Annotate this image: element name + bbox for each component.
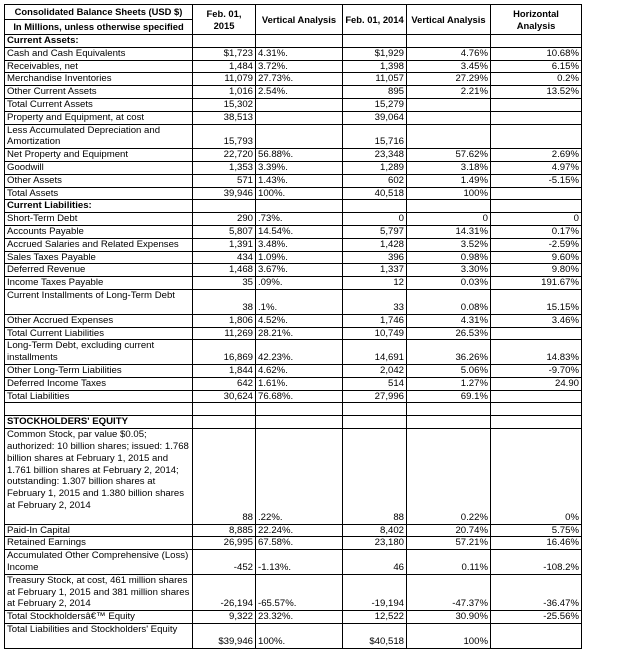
table-row [5,340,582,365]
horizontal-cell: -9.70% [491,364,582,377]
row-label [5,403,193,416]
value-2015-cell: 571 [193,174,256,187]
value-2014-cell: 1,398 [343,60,407,73]
row-label: Common Stock, par value $0.05; authorized: 10 billion shares; issued: 1.768 billion shares at February 1, 2015 and 1.761 billion shares at February 2, 2014; outstanding: 1.307 billion shares at February 1, 2015 and 1.380 billion shares at February 2, 2014 [5,429,193,525]
value-2014-cell: $40,518 [343,624,407,649]
value-2014-cell: 10,749 [343,327,407,340]
horizontal-cell: 4.97% [491,161,582,174]
row-label: Accounts Payable [5,225,193,238]
value-2015-cell: 22,720 [193,149,256,162]
value-2015-cell: 30,624 [193,390,256,403]
vertical-2014-cell: 36.26% [407,340,491,365]
value-2014-cell: 15,279 [343,98,407,111]
table-row [5,124,582,149]
value-2014-cell: 1,428 [343,238,407,251]
row-label: Current Liabilities: [5,200,193,213]
horizontal-cell [491,111,582,124]
row-label: Other Assets [5,174,193,187]
horizontal-cell: 13.52% [491,86,582,99]
vertical-2014-cell: 69.1% [407,390,491,403]
value-2015-cell: 35 [193,277,256,290]
vertical-2015-cell [256,403,343,416]
vertical-2014-cell: 26.53% [407,327,491,340]
table-row [5,550,582,575]
horizontal-cell [491,98,582,111]
value-2014-cell: 15,716 [343,124,407,149]
value-2014-cell [343,35,407,48]
table-row [5,264,582,277]
value-2015-cell: 434 [193,251,256,264]
vertical-2014-cell: 3.18% [407,161,491,174]
horizontal-cell [491,416,582,429]
horizontal-cell: 15.15% [491,289,582,314]
vertical-2015-cell: 1.43%. [256,174,343,187]
value-2014-cell [343,200,407,213]
row-label: Total Current Assets [5,98,193,111]
value-2014-cell: 1,337 [343,264,407,277]
header-horizontal-analysis: Horizontal Analysis [491,5,582,35]
header-subtitle: In Millions, unless otherwise specified [5,20,193,35]
horizontal-cell: 0.17% [491,225,582,238]
vertical-2015-cell: 1.61%. [256,377,343,390]
vertical-2014-cell: 0.98% [407,251,491,264]
row-label: Goodwill [5,161,193,174]
table-row [5,524,582,537]
value-2015-cell: -26,194 [193,574,256,610]
vertical-2015-cell: 27.73%. [256,73,343,86]
row-label: Receivables, net [5,60,193,73]
vertical-2015-cell: 3.67%. [256,264,343,277]
value-2014-cell: 27,996 [343,390,407,403]
horizontal-cell: 9.60% [491,251,582,264]
value-2015-cell: 11,079 [193,73,256,86]
row-label: Deferred Revenue [5,264,193,277]
table-row [5,200,582,213]
value-2015-cell: 1,353 [193,161,256,174]
vertical-2014-cell [407,200,491,213]
vertical-2015-cell: 67.58%. [256,537,343,550]
vertical-2015-cell: 56.88%. [256,149,343,162]
value-2014-cell: 12,522 [343,611,407,624]
header-feb-2015: Feb. 01, 2015 [193,5,256,35]
vertical-2014-cell: 4.76% [407,47,491,60]
table-row [5,537,582,550]
horizontal-cell [491,200,582,213]
value-2015-cell: -452 [193,550,256,575]
table-row [5,60,582,73]
balance-sheet-table [4,4,582,649]
vertical-2015-cell: 14.54%. [256,225,343,238]
vertical-2014-cell [407,416,491,429]
row-label: Accrued Salaries and Related Expenses [5,238,193,251]
vertical-2015-cell: 22.24%. [256,524,343,537]
vertical-2014-cell: 2.21% [407,86,491,99]
value-2015-cell: 1,016 [193,86,256,99]
horizontal-cell: -5.15% [491,174,582,187]
value-2015-cell: $39,946 [193,624,256,649]
row-label: STOCKHOLDERS' EQUITY [5,416,193,429]
horizontal-cell: 24.90 [491,377,582,390]
value-2014-cell: 602 [343,174,407,187]
header-title: Consolidated Balance Sheets (USD $) [5,5,193,20]
value-2015-cell: 26,995 [193,537,256,550]
table-body [5,35,582,649]
vertical-2015-cell: 3.39%. [256,161,343,174]
value-2015-cell [193,200,256,213]
vertical-2014-cell [407,111,491,124]
table-row [5,161,582,174]
vertical-2014-cell: 3.30% [407,264,491,277]
horizontal-cell: 6.15% [491,60,582,73]
value-2015-cell: 8,885 [193,524,256,537]
value-2015-cell: 290 [193,213,256,226]
table-row [5,624,582,649]
row-label: Total Stockholdersâ€™ Equity [5,611,193,624]
row-label: Current Assets: [5,35,193,48]
row-label: Net Property and Equipment [5,149,193,162]
row-label: Retained Earnings [5,537,193,550]
row-label: Less Accumulated Depreciation and Amortization [5,124,193,149]
row-label: Deferred Income Taxes [5,377,193,390]
row-label: Total Current Liabilities [5,327,193,340]
table-row [5,289,582,314]
value-2014-cell: 1,746 [343,314,407,327]
value-2015-cell: 88 [193,429,256,525]
table-row [5,111,582,124]
horizontal-cell [491,403,582,416]
vertical-2014-cell: 4.31% [407,314,491,327]
horizontal-cell: 191.67% [491,277,582,290]
value-2014-cell: 2,042 [343,364,407,377]
row-label: Total Liabilities [5,390,193,403]
value-2015-cell: 39,946 [193,187,256,200]
table-row [5,314,582,327]
value-2014-cell: 12 [343,277,407,290]
horizontal-cell: 5.75% [491,524,582,537]
value-2015-cell: 1,391 [193,238,256,251]
vertical-2015-cell: 4.62%. [256,364,343,377]
table-row [5,390,582,403]
vertical-2014-cell: 0 [407,213,491,226]
table-row [5,47,582,60]
table-row [5,611,582,624]
vertical-2015-cell: .22%. [256,429,343,525]
value-2014-cell [343,416,407,429]
vertical-2014-cell: 57.62% [407,149,491,162]
vertical-2015-cell: .73%. [256,213,343,226]
vertical-2014-cell: 30.90% [407,611,491,624]
table-row [5,429,582,525]
value-2014-cell: $1,929 [343,47,407,60]
vertical-2014-cell: 3.52% [407,238,491,251]
header-feb-2014: Feb. 01, 2014 [343,5,407,35]
horizontal-cell: -108.2% [491,550,582,575]
horizontal-cell: 3.46% [491,314,582,327]
vertical-2015-cell: 100%. [256,187,343,200]
vertical-2015-cell: .09%. [256,277,343,290]
row-label: Accumulated Other Comprehensive (Loss) Income [5,550,193,575]
vertical-2015-cell [256,200,343,213]
value-2015-cell: 5,807 [193,225,256,238]
vertical-2014-cell: 20.74% [407,524,491,537]
horizontal-cell: -36.47% [491,574,582,610]
row-label: Treasury Stock, at cost, 461 million shares at February 1, 2015 and 381 million shares at February 2, 2014 [5,574,193,610]
value-2015-cell: 15,302 [193,98,256,111]
value-2015-cell: 9,322 [193,611,256,624]
table-row [5,174,582,187]
table-row [5,225,582,238]
value-2015-cell: 1,806 [193,314,256,327]
vertical-2015-cell: -1.13%. [256,550,343,575]
value-2014-cell: 39,064 [343,111,407,124]
vertical-2015-cell: 4.52%. [256,314,343,327]
horizontal-cell: 0.2% [491,73,582,86]
value-2014-cell: 14,691 [343,340,407,365]
vertical-2015-cell [256,124,343,149]
vertical-2014-cell [407,98,491,111]
table-row [5,73,582,86]
table-row [5,187,582,200]
vertical-2015-cell: 76.68%. [256,390,343,403]
vertical-2014-cell: 0.11% [407,550,491,575]
vertical-2015-cell: 3.48%. [256,238,343,251]
value-2015-cell: 1,484 [193,60,256,73]
value-2015-cell [193,403,256,416]
vertical-2014-cell: 5.06% [407,364,491,377]
table-row [5,416,582,429]
value-2015-cell: 1,468 [193,264,256,277]
value-2014-cell: 40,518 [343,187,407,200]
horizontal-cell: 0% [491,429,582,525]
value-2014-cell: 11,057 [343,73,407,86]
table-row [5,574,582,610]
value-2015-cell: 16,869 [193,340,256,365]
vertical-2014-cell: 100% [407,187,491,200]
vertical-2015-cell: 42.23%. [256,340,343,365]
table-row [5,251,582,264]
value-2014-cell: -19,194 [343,574,407,610]
value-2015-cell: 38,513 [193,111,256,124]
vertical-2014-cell: -47.37% [407,574,491,610]
vertical-2015-cell: 3.72%. [256,60,343,73]
vertical-2015-cell: 23.32%. [256,611,343,624]
value-2015-cell: 1,844 [193,364,256,377]
value-2015-cell: $1,723 [193,47,256,60]
row-label: Current Installments of Long-Term Debt [5,289,193,314]
table-row [5,364,582,377]
row-label: Paid-In Capital [5,524,193,537]
vertical-2015-cell: 2.54%. [256,86,343,99]
value-2015-cell [193,416,256,429]
vertical-2014-cell [407,35,491,48]
value-2014-cell: 23,348 [343,149,407,162]
horizontal-cell [491,124,582,149]
table-row [5,327,582,340]
vertical-2014-cell: 0.08% [407,289,491,314]
horizontal-cell: 9.80% [491,264,582,277]
value-2015-cell: 642 [193,377,256,390]
table-row [5,35,582,48]
vertical-2015-cell: 1.09%. [256,251,343,264]
value-2014-cell: 396 [343,251,407,264]
vertical-2015-cell [256,111,343,124]
vertical-2015-cell [256,98,343,111]
vertical-2014-cell: 14.31% [407,225,491,238]
value-2015-cell [193,35,256,48]
horizontal-cell [491,390,582,403]
horizontal-cell: -25.56% [491,611,582,624]
value-2014-cell: 1,289 [343,161,407,174]
vertical-2014-cell: 57.21% [407,537,491,550]
vertical-2014-cell: 3.45% [407,60,491,73]
header-vertical-analysis-2014: Vertical Analysis [407,5,491,35]
vertical-2015-cell: 28.21%. [256,327,343,340]
horizontal-cell: 2.69% [491,149,582,162]
value-2014-cell: 514 [343,377,407,390]
row-label: Other Long-Term Liabilities [5,364,193,377]
table-row [5,377,582,390]
horizontal-cell: -2.59% [491,238,582,251]
vertical-2015-cell: 100%. [256,624,343,649]
row-label: Income Taxes Payable [5,277,193,290]
horizontal-cell [491,35,582,48]
row-label: Other Accrued Expenses [5,314,193,327]
value-2014-cell: 33 [343,289,407,314]
table-row [5,277,582,290]
value-2015-cell: 15,793 [193,124,256,149]
table-row [5,86,582,99]
row-label: Cash and Cash Equivalents [5,47,193,60]
vertical-2015-cell [256,35,343,48]
vertical-2015-cell: -65.57%. [256,574,343,610]
table-row [5,149,582,162]
row-label: Long-Term Debt, excluding current installments [5,340,193,365]
row-label: Short-Term Debt [5,213,193,226]
vertical-2014-cell: 0.22% [407,429,491,525]
horizontal-cell: 14.83% [491,340,582,365]
table-row [5,238,582,251]
value-2015-cell: 11,269 [193,327,256,340]
horizontal-cell [491,624,582,649]
row-label: Property and Equipment, at cost [5,111,193,124]
vertical-2014-cell: 100% [407,624,491,649]
table-row [5,98,582,111]
value-2014-cell: 5,797 [343,225,407,238]
vertical-2015-cell: .1%. [256,289,343,314]
vertical-2015-cell: 4.31%. [256,47,343,60]
value-2014-cell: 895 [343,86,407,99]
value-2014-cell: 88 [343,429,407,525]
header-vertical-analysis-2015: Vertical Analysis [256,5,343,35]
horizontal-cell: 16.46% [491,537,582,550]
row-label: Merchandise Inventories [5,73,193,86]
value-2014-cell: 0 [343,213,407,226]
row-label: Total Assets [5,187,193,200]
vertical-2014-cell: 1.27% [407,377,491,390]
row-label: Total Liabilities and Stockholders' Equity [5,624,193,649]
value-2014-cell: 46 [343,550,407,575]
vertical-2014-cell: 0.03% [407,277,491,290]
horizontal-cell: 0 [491,213,582,226]
vertical-2015-cell [256,416,343,429]
horizontal-cell: 10.68% [491,47,582,60]
vertical-2014-cell: 1.49% [407,174,491,187]
horizontal-cell [491,327,582,340]
value-2015-cell: 38 [193,289,256,314]
table-row [5,403,582,416]
vertical-2014-cell [407,124,491,149]
value-2014-cell [343,403,407,416]
vertical-2014-cell [407,403,491,416]
row-label: Other Current Assets [5,86,193,99]
horizontal-cell [491,187,582,200]
value-2014-cell: 8,402 [343,524,407,537]
row-label: Sales Taxes Payable [5,251,193,264]
table-row [5,213,582,226]
vertical-2014-cell: 27.29% [407,73,491,86]
value-2014-cell: 23,180 [343,537,407,550]
